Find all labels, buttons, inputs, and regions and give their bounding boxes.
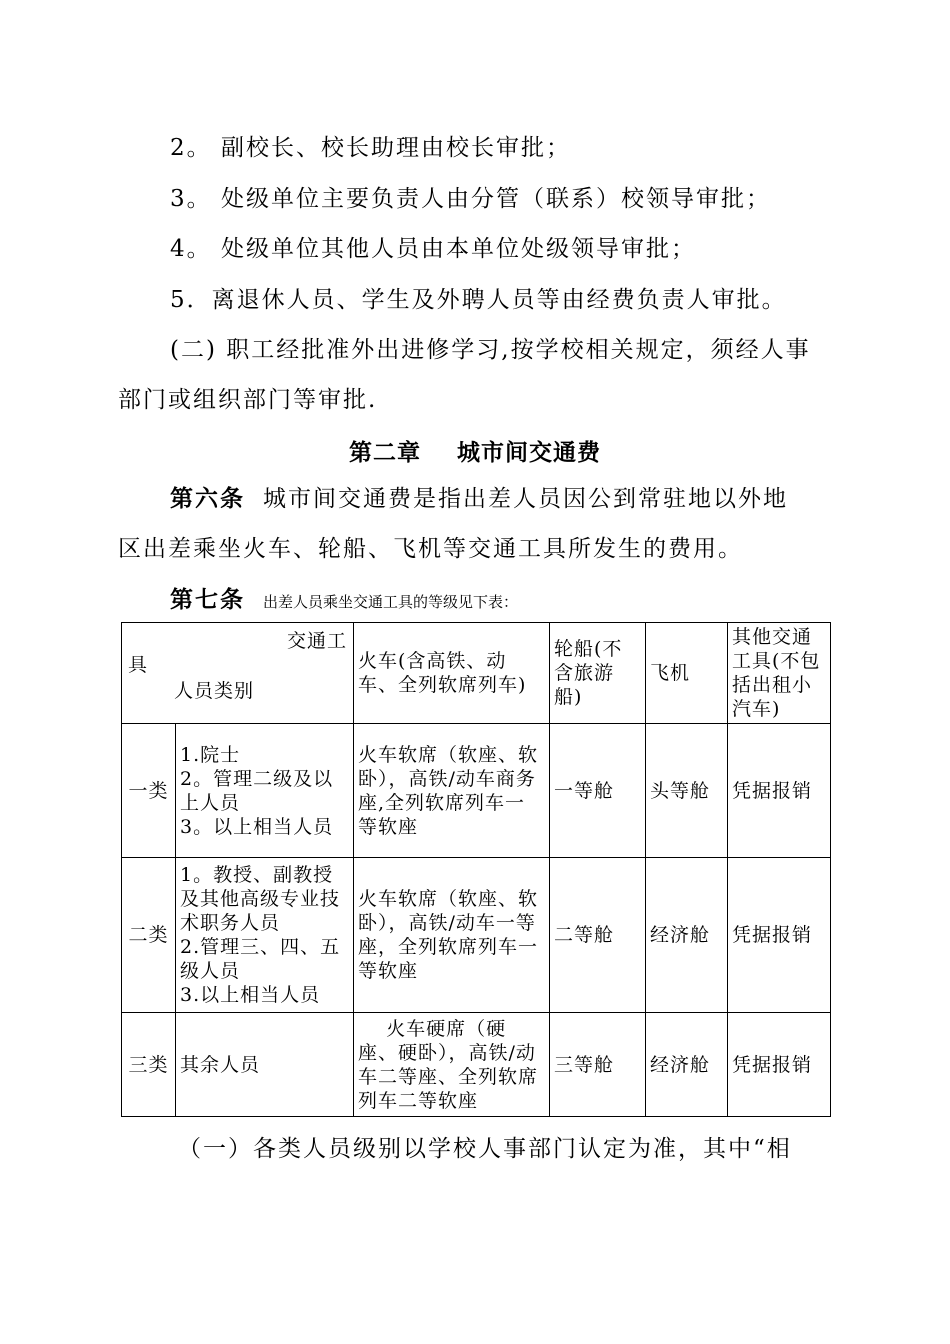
- paragraph-item-3: 3。 处级单位主要负责人由分管（联系）校领导审批；: [170, 186, 771, 212]
- plane-cell: 经济舱: [646, 1013, 728, 1117]
- header-plane: 飞机: [646, 623, 728, 724]
- table-row: [122, 858, 831, 1013]
- staff-line: 3。以上相当人员: [180, 815, 334, 838]
- category-cell: 一类: [122, 724, 176, 858]
- staff-cell: [176, 724, 354, 858]
- article-6-label: 第六条: [170, 486, 245, 512]
- article-7-line: [170, 584, 834, 618]
- article-6-text: 城市间交通费是指出差人员因公到常驻地以外地: [263, 486, 788, 512]
- staff-line: 2.管理三、四、五级人员: [180, 936, 341, 982]
- train-cell: 火车软席（软座、软卧），高铁/动车一等座，全列软席列车一等软座: [354, 858, 550, 1013]
- article-7-label: 第七条: [170, 587, 245, 613]
- other-cell: 凭据报销: [728, 1013, 831, 1117]
- staff-line: 其余人员: [180, 1053, 261, 1076]
- staff-line: 1.院士: [180, 743, 241, 766]
- staff-cell: [176, 1013, 354, 1117]
- paragraph-section-2: (二) 职工经批准外出进修学习,按学校相关规定，须经人事: [170, 337, 811, 363]
- table-header-diagonal-cell: [122, 623, 354, 724]
- ship-cell: 一等舱: [550, 724, 646, 858]
- header-train: 火车(含高铁、动车、全列软席列车): [354, 623, 550, 724]
- table-header-row: [122, 623, 831, 724]
- table-row: [122, 1013, 831, 1117]
- article-6-line-2: 区出差乘坐火车、轮船、飞机等交通工具所发生的费用。: [118, 536, 743, 562]
- header-other: 其他交通工具(不包括出租小汽车): [728, 623, 831, 724]
- paragraph-item-4: 4。 处级单位其他人员由本单位处级领导审批；: [170, 236, 696, 262]
- header-transport-label-cont: 具: [128, 654, 149, 676]
- train-cell: 火车硬席（硬座、硬卧），高铁/动车二等座、全列软席列车二等软座: [354, 1013, 550, 1117]
- chapter-title: 第二章 城市间交通费: [348, 440, 602, 466]
- paragraph-section-2-cont: 部门或组织部门等审批.: [118, 387, 378, 413]
- staff-line: 1。教授、副教授及其他高级专业技术职务人员: [180, 864, 341, 934]
- staff-line: 3.以上相当人员: [180, 984, 321, 1006]
- train-cell: 火车软席（软座、软卧），高铁/动车商务座,全列软席列车一等软座: [354, 724, 550, 858]
- article-6-line-1: [170, 483, 834, 515]
- transport-class-table: [121, 622, 831, 1117]
- header-ship: 轮船(不含旅游船): [550, 623, 646, 724]
- ship-cell: 二等舱: [550, 858, 646, 1013]
- header-staff-category-label: 人员类别: [174, 680, 255, 702]
- footer-paragraph: （一）各类人员级别以学校人事部门认定为准，其中“相: [178, 1136, 792, 1162]
- paragraph-item-5: 5．离退休人员、学生及外聘人员等由经费负责人审批。: [170, 287, 787, 313]
- paragraph-item-2: 2。 副校长、校长助理由校长审批；: [170, 135, 571, 161]
- category-cell: 二类: [122, 858, 176, 1013]
- plane-cell: 经济舱: [646, 858, 728, 1013]
- other-cell: 凭据报销: [728, 858, 831, 1013]
- table-row: [122, 724, 831, 858]
- header-transport-label: 交通工: [286, 630, 347, 652]
- other-cell: 凭据报销: [728, 724, 831, 858]
- article-7-text: 出差人员乘坐交通工具的等级见下表：: [263, 593, 519, 611]
- category-cell: 三类: [122, 1013, 176, 1117]
- ship-cell: 三等舱: [550, 1013, 646, 1117]
- staff-line: 2。管理二级及以上人员: [180, 767, 334, 814]
- staff-cell: [176, 858, 354, 1013]
- plane-cell: 头等舱: [646, 724, 728, 858]
